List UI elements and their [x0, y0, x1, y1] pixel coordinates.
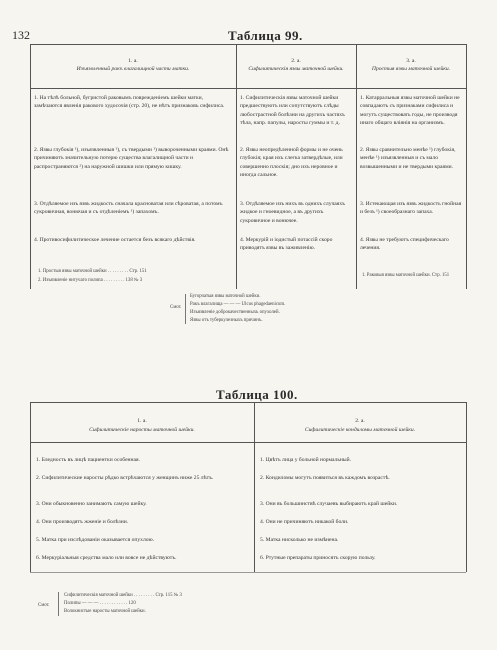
- table99-left-border: [30, 44, 31, 289]
- table99-row2-col2: 2. Язвы неопредѣленной формы и не очень глубокія; края ихъ слегка затвердѣлые, или совершенно плоскія; дно ихъ неровное и иногда сальное.: [240, 147, 343, 179]
- table100-col2-number: 2. а.: [355, 418, 365, 424]
- table99-summary-left-1: [38, 268, 147, 275]
- table100-divider-bottom: [30, 572, 466, 573]
- table100-summary-line-1: [64, 592, 182, 599]
- table99-row2-col3: 2. Язвы сравнительно менѣе ¹) глубокія, менѣе ¹) изъязвленныя и съ мало возвышенными и не твердыми краями.: [360, 147, 456, 170]
- table100-row1-col2: 1. Цвѣтъ лица у больной нормальный.: [260, 457, 352, 463]
- table100-col1-title: Сифилитическіе наросты маточной шейки.: [89, 427, 195, 433]
- table100-row2-col2: 2. Кондиломы могутъ появиться въ каждомъ возрастѣ.: [260, 475, 390, 481]
- table100-row3-col2: 3. Они въ большинствѣ случаевъ выбираютъ край шейки.: [260, 501, 398, 507]
- table100-see-brace: [58, 592, 59, 616]
- table100-row6-col2: 6. Ртутные препараты приносятъ скорую пользу.: [260, 555, 376, 561]
- table99-top-border: [30, 44, 466, 45]
- summary-dots: . . . . . . . . . . . .: [99, 601, 129, 606]
- table100-see-word: Смот.: [38, 603, 50, 608]
- table100-row3-col1: 3. Они обыкновенно занимаютъ самую шейку.: [36, 501, 147, 507]
- table100-left-border: [30, 402, 31, 572]
- table100-col-divider: [254, 402, 255, 572]
- table99-row3-col3: 3. Истекающая изъ язвъ жидкость гнойная и безъ ¹) своеобразнаго запаха.: [360, 201, 462, 216]
- summary-value: Стр. 151: [431, 273, 450, 278]
- table99-col1-number: 1. а.: [128, 58, 138, 64]
- table99-see-brace: [185, 294, 186, 324]
- table100-row6-col1: 6. Меркуріальныя средства мало или вовсе не дѣйствуютъ.: [36, 555, 177, 561]
- summary-dots: . . . . . . . . .: [133, 593, 156, 598]
- table99-col3-number: 3. а.: [406, 58, 416, 64]
- table99-see-line-1: Бугорчатыя язвы маточной шейки.: [190, 294, 261, 299]
- table99-row2-col1: 2. Язвы глубокія ¹), изъязвленныя ¹), съ твердыми ¹) вывороченными краями. Онѣ причиняютъ значительную потерю существа влагалищной части и распространяются ²) на наружной шишки или прямую кишку.: [34, 147, 229, 170]
- table99-col2-number: 2. а.: [291, 58, 301, 64]
- summary-value: 120: [128, 601, 136, 606]
- summary-dots: . . . . . . . . .: [103, 278, 126, 283]
- table100-row5-col1: 5. Матка при изслѣдованіи оказывается опухлою.: [36, 537, 155, 543]
- summary-label: Сифилитическія маточной шейки: [64, 593, 133, 598]
- summary-label: 1. Раковыя язвы маточной шейки.: [362, 273, 431, 278]
- table99-see-line-4: Язвы отъ туберкулезныхъ причинъ.: [190, 318, 263, 323]
- table99-row1-col2: 1. Сифилитическія язвы маточной шейки предшествуютъ или сопутствуютъ слѣды любострастной болѣзни на другихъ частяхъ тѣла, напр. папулы, наросты гуммы и т. д.: [240, 95, 345, 127]
- table99-title: Таблица 99.: [228, 28, 303, 43]
- table99-col2-title: Сифилитическія язвы маточной шейки.: [248, 66, 344, 72]
- summary-label: 1. Простыя язвы маточной шейки: [38, 269, 107, 274]
- table100-row1-col1: 1. Бледность въ лицѣ пациентки особенная.: [36, 457, 140, 463]
- table99-col3-title: Простыя язвы маточной шейки.: [371, 66, 451, 72]
- summary-label: Полипы — — —: [64, 601, 99, 606]
- table100-col2-title: Сифилитическіе кондиломы маточной шейки.: [304, 427, 416, 433]
- table100-summary-line-3: [64, 608, 146, 615]
- table99-see-line-3: Изъязвленіе доброкачественныхъ опухолей.: [190, 310, 280, 315]
- table99-row4-col2: 4. Меркурій и іодистый потассій скоро приводятъ язвы въ заживленію.: [240, 237, 333, 252]
- table99-see-word: Смот.: [170, 305, 182, 310]
- table100-top-border: [30, 402, 466, 403]
- table100-row4-col2: 4. Они не причиняютъ никакой боли.: [260, 519, 349, 525]
- table99-summary-left-2: [38, 277, 142, 284]
- table99-summary-right-1: [362, 272, 449, 279]
- table99-row3-col2: 3. Отдѣляемое изъ нихъ въ однихъ случаяхъ жидкое и гноевидное, а въ другихъ сукровичное и вонючее.: [240, 201, 345, 224]
- table99-row4-col1: 4. Противосифилитическое лечение остается безъ всякаго дѣйствія.: [34, 237, 196, 243]
- table99-row1-col1: 1. На тѣлѣ больной, бугристой раковымъ поврежденіемъ шейки матки, замѣчаются явленія ракового худосочія (стр. 20), не нѣтъ признаковъ сифилиса.: [34, 95, 225, 110]
- table99-col-divider-1: [236, 44, 237, 289]
- table100-col1-number: 1. а.: [137, 418, 147, 424]
- table99-right-border: [466, 44, 467, 289]
- table100-right-border: [466, 402, 467, 572]
- table99-see-line-2: Ракъ влагалища — — — Ulcus phagedaenicum.: [190, 302, 286, 307]
- summary-label: 2. Изъязвленіе нитучаго полипа: [38, 278, 103, 283]
- table100-header-separator: [30, 442, 466, 443]
- table99-col1-title: Изъязвленный ракъ влагалищной части матки.: [76, 66, 190, 72]
- table100-row5-col2: 5. Матка нисколько не измѣнена.: [260, 537, 339, 543]
- table99-row4-col3: 4. Язвы не требуютъ специфическаго лечения.: [360, 237, 449, 252]
- table100-title: Таблица 100.: [216, 387, 298, 402]
- summary-dots: . . . . . . . . .: [107, 269, 130, 274]
- table100-row2-col1: 2. Сифилитические наросты рѣдко встрѣчаются у женщинъ ниже 25 лѣтъ.: [36, 475, 214, 481]
- summary-label: Волокнистые наросты маточной шейки.: [64, 609, 146, 614]
- summary-value: Стр. 115 № 3: [155, 593, 182, 598]
- table99-col-divider-2: [356, 44, 357, 289]
- table99-row1-col3: 1. Катарральныя язвы маточной шейки не совпадаютъ съ признаками сифилиса и могутъ существовать годы, не производя инаго общаго вліянія на организмъ.: [360, 95, 460, 127]
- table100-summary-line-2: [64, 600, 136, 607]
- table99-row3-col1: 3. Отдѣляемое изъ язвъ жидкость сначала красноватая или сѣроватая, а потомъ сукровичная, вонючая и съ отдѣленіемъ ¹) запахомъ.: [34, 201, 223, 216]
- table100-row4-col1: 4. Они производятъ жженіе и болѣзни.: [36, 519, 129, 525]
- summary-value: Стр. 151: [129, 269, 147, 274]
- page-number: 132: [12, 28, 30, 42]
- summary-value: 138 № 3: [125, 278, 143, 283]
- table99-header-separator: [30, 88, 466, 89]
